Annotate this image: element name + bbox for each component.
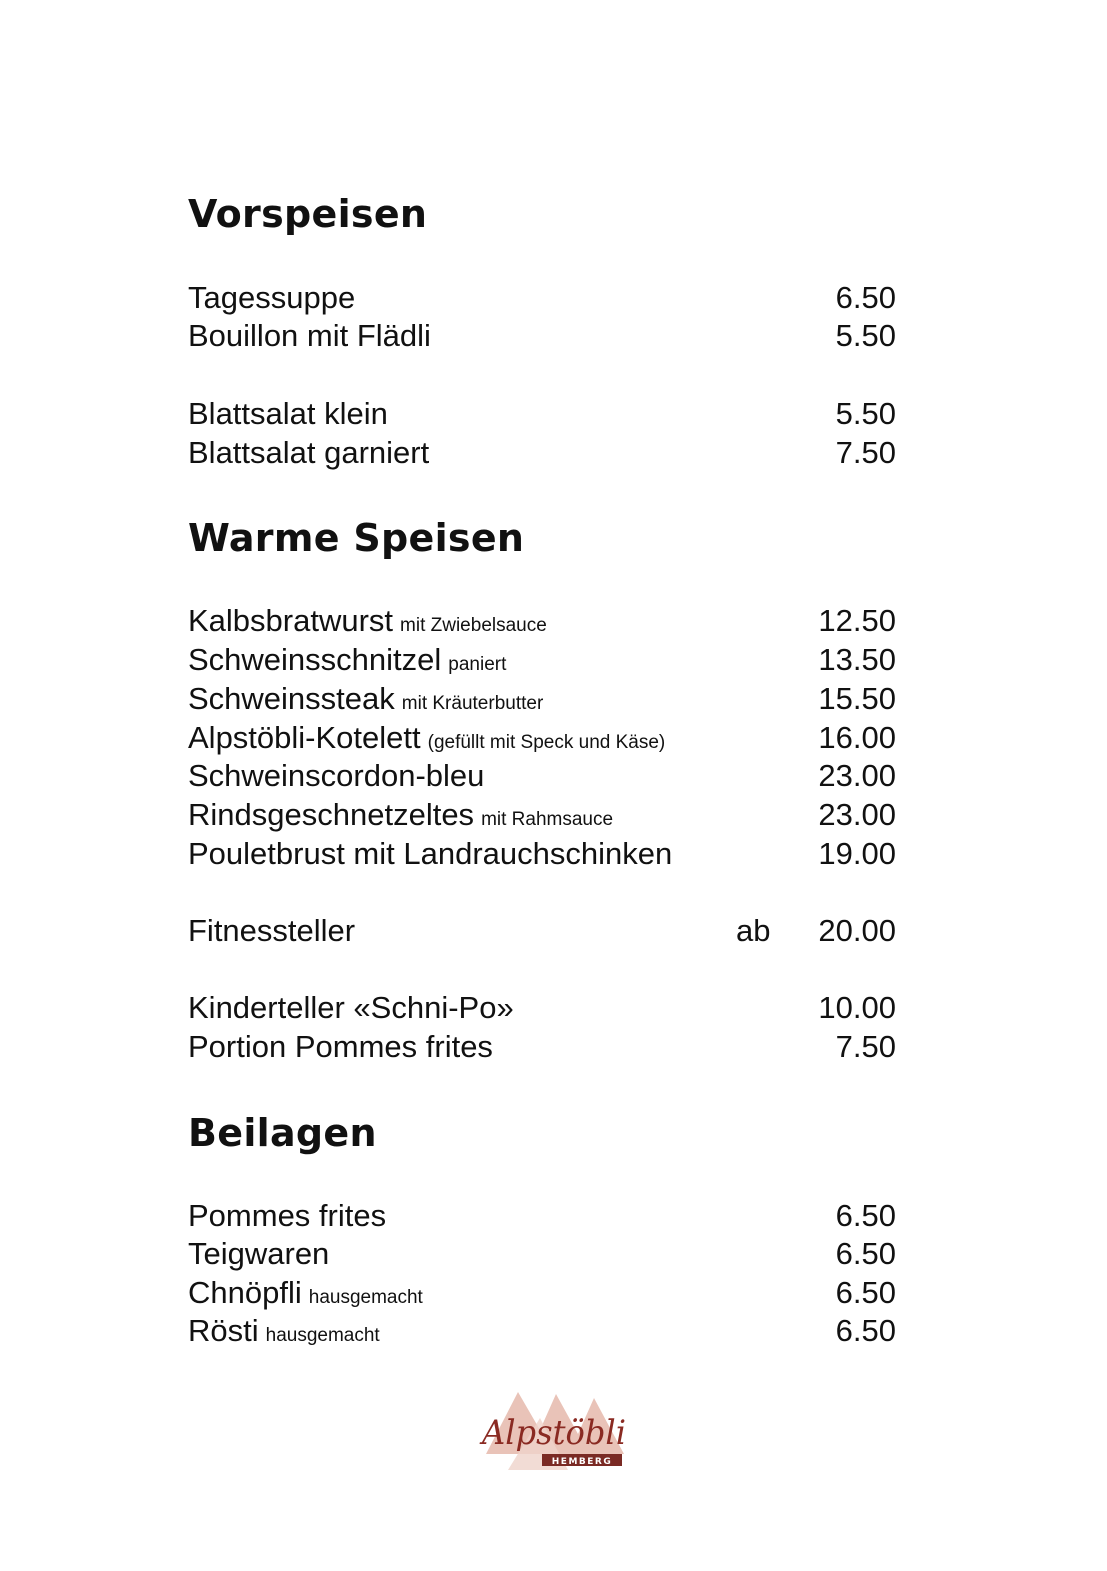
alpstoebli-logo [478,1384,630,1474]
item-price: 6.50 [835,1198,896,1233]
item-price-prefix: ab [736,913,771,948]
section-heading-vorspeisen: Vorspeisen [188,192,428,236]
item-price: 16.00 [818,720,896,755]
menu-item [188,435,896,475]
item-name: Fitnessteller [188,913,356,948]
item-name: Blattsalat garniert [188,435,430,470]
logo-place: HEMBERG [551,1457,613,1467]
item-price: 5.50 [835,396,896,431]
item-name: Alpstöbli-Kotelett [188,720,421,755]
item-name: Pouletbrust mit Landrauchschinken [188,836,673,871]
item-price: 13.50 [818,642,896,677]
menu-item [188,758,896,798]
section-heading-beilagen: Beilagen [188,1111,377,1155]
item-name: Schweinsschnitzel [188,642,442,677]
section-heading-warme-speisen: Warme Speisen [188,516,525,560]
item-name: Teigwaren [188,1236,330,1271]
menu-item [188,318,896,358]
item-note: (gefüllt mit Speck und Käse) [427,732,666,753]
item-price: 19.00 [818,836,896,871]
menu-item [188,1198,896,1238]
item-name: Bouillon mit Flädli [188,318,431,353]
menu-item [188,1029,896,1069]
item-price: 6.50 [835,1313,896,1348]
menu-item [188,642,896,682]
item-price: 5.50 [835,318,896,353]
menu-item [188,280,896,320]
item-price: 23.00 [818,797,896,832]
item-price: 15.50 [818,681,896,716]
item-name: Rindsgeschnetzeltes [188,797,475,832]
item-price: 12.50 [818,603,896,638]
menu-item [188,1275,896,1315]
menu-item [188,990,896,1030]
item-price: 10.00 [818,990,896,1025]
menu-item [188,797,896,837]
menu-item [188,396,896,436]
item-name: Chnöpfli [188,1275,302,1310]
item-price: 6.50 [835,1275,896,1310]
item-name: Rösti [188,1313,259,1348]
item-price: 6.50 [835,1236,896,1271]
item-price: 6.50 [835,280,896,315]
menu-item [188,720,896,760]
item-name: Tagessuppe [188,280,356,315]
menu-item [188,836,896,876]
item-name: Blattsalat klein [188,396,388,431]
menu-item [188,913,896,953]
item-price: 20.00 [818,913,896,948]
item-name: Pommes frites [188,1198,387,1233]
menu-item [188,603,896,643]
item-note: mit Kräuterbutter [401,693,544,714]
menu-item [188,1236,896,1276]
menu-item [188,681,896,721]
item-name: Schweinscordon-bleu [188,758,485,793]
logo-wordmark: Alpstöbli [479,1413,626,1453]
item-price: 23.00 [818,758,896,793]
item-note: paniert [448,654,507,675]
item-price: 7.50 [835,1029,896,1064]
item-name: Kalbsbratwurst [188,603,394,638]
item-note: hausgemacht [308,1287,423,1308]
item-note: mit Rahmsauce [481,809,614,830]
item-name: Schweinssteak [188,681,395,716]
item-name: Kinderteller «Schni-Po» [188,990,514,1025]
item-note: mit Zwiebelsauce [400,615,547,636]
item-note: hausgemacht [265,1325,380,1346]
item-name: Portion Pommes frites [188,1029,493,1064]
menu-item [188,1313,896,1353]
item-price: 7.50 [835,435,896,470]
